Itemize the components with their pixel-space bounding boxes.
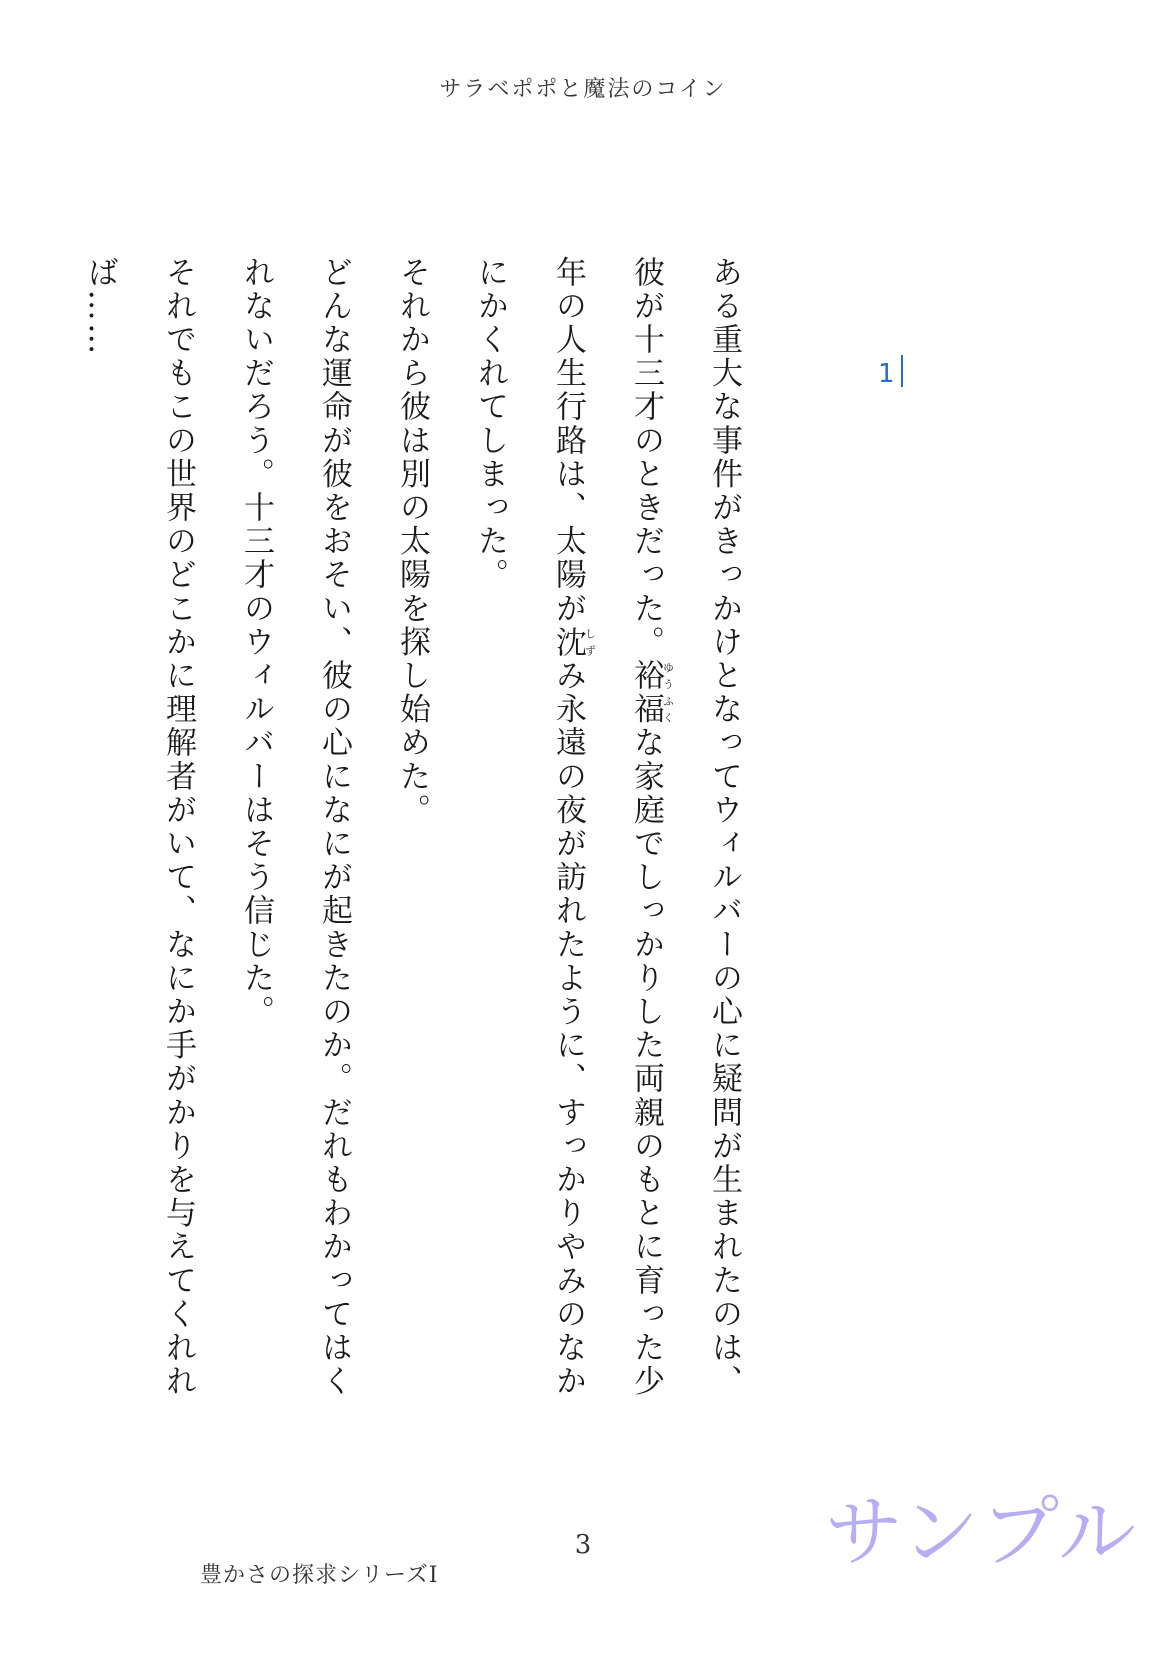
chapter-marker	[878, 355, 903, 389]
ruby-shizu	[550, 625, 597, 660]
ruby-reading-yuufuku: ゆうふく	[661, 659, 675, 727]
page-number: 3	[574, 1530, 592, 1560]
ruby-yuufuku	[628, 659, 675, 727]
running-title: サラベポポと魔法のコイン	[439, 77, 727, 102]
paragraph-4	[61, 256, 217, 1406]
paragraph-4-text: それでもこの世界のどこかに理解者がいて、なにか手がかりを与えてくれれば……	[82, 256, 196, 1399]
paragraph-1-text-b: な家庭でしっかりした両親のもとに育った少年の人生行路は、太陽が	[550, 256, 664, 1399]
paragraph-1-text-c: み永遠の夜が訪れたように、すっかりやみのなかにかくれてしまった。	[472, 256, 586, 1399]
ruby-base-shizu: 沈	[550, 625, 586, 660]
paragraph-1	[451, 256, 763, 1406]
vertical-body-text	[82, 256, 763, 1406]
sample-watermark: サンプル	[825, 1488, 1138, 1578]
paragraph-3	[217, 256, 373, 1406]
chapter-number: 1	[878, 359, 895, 389]
ruby-reading-shizu: しず	[583, 625, 597, 660]
paragraph-2	[373, 256, 451, 1406]
chapter-marker-bar	[901, 355, 903, 387]
paragraph-2-text: それから彼は別の太陽を探し始めた。	[394, 256, 430, 828]
series-title: 豊かさの探求シリーズⅠ	[200, 1563, 439, 1588]
paragraph-3-text: どんな運命が彼をおそい、彼の心になにが起きたのか。だれもわかってはくれないだろう。十三才のウィルバーはそう信じた。	[238, 256, 352, 1399]
ruby-base-yuufuku: 裕福	[628, 659, 664, 727]
paragraph-1-text-a: ある重大な事件がきっかけとなってウィルバーの心に疑問が生まれたのは、彼が十三才のときだった。	[628, 256, 742, 1399]
